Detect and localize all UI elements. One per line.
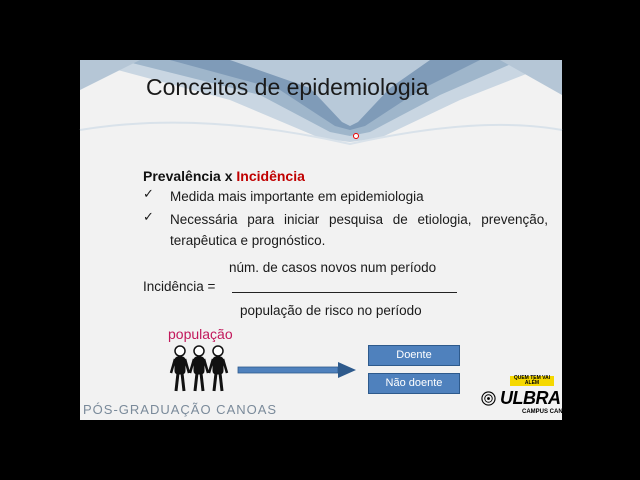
formula-denominator: população de risco no período <box>240 303 422 318</box>
pointer-cursor <box>353 133 359 139</box>
seal-icon <box>481 391 496 406</box>
bullet-text: Medida mais importante em epidemiologia <box>170 189 424 204</box>
formula-lhs: Incidência = <box>143 279 216 294</box>
people-group-icon <box>170 345 230 393</box>
logo-tagline: QUEM TEM VAI ALÉM <box>510 376 554 386</box>
bullet-item <box>143 186 548 207</box>
logo-brand: ULBRA <box>500 388 561 408</box>
slide-subtitle <box>143 168 305 184</box>
ulbra-logo <box>480 372 576 418</box>
footer-text: PÓS-GRADUAÇÃO CANOAS <box>83 402 278 417</box>
bullet-text: Necessária para iniciar pesquisa de etiologia, prevenção, terapêutica e prognóstico. <box>170 212 548 248</box>
fraction-line <box>232 292 457 293</box>
outcome-box-nao-doente: Não doente <box>368 373 460 394</box>
logo-campus: CAMPUS CANOAS <box>522 409 576 415</box>
arrow-right-icon <box>238 360 358 380</box>
slide-title: Conceitos de epidemiologia <box>146 74 429 100</box>
subtitle-incidence: Incidência <box>236 168 305 184</box>
checkmark-icon: ✓ <box>143 209 154 224</box>
population-label: população <box>168 326 233 342</box>
formula-numerator: núm. de casos novos num período <box>229 260 437 275</box>
outcome-box-doente: Doente <box>368 345 460 366</box>
presentation-slide <box>80 60 576 420</box>
subtitle-prevalence: Prevalência x <box>143 168 237 184</box>
bullet-item <box>143 209 548 251</box>
checkmark-icon: ✓ <box>143 186 154 201</box>
